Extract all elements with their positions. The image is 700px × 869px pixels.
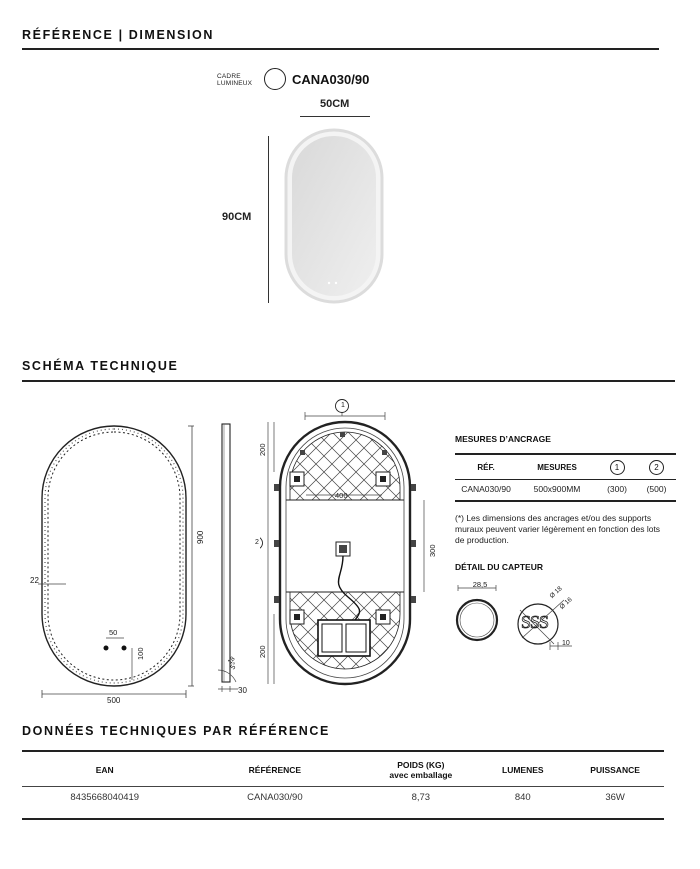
capteur-sss-logo: SSS	[521, 612, 549, 632]
capteur-dim-285: 28,5	[472, 580, 488, 589]
mesures-note: (*) Les dimensions des ancrages et/ou des supports muraux peuvent varier légèrement en fonction des lots de production.	[455, 513, 661, 545]
capteur-title: DÉTAIL DU CAPTEUR	[455, 562, 543, 572]
section-title-donnees: DONNÉES TECHNIQUES PAR RÉFÉRENCE	[22, 724, 330, 738]
mesures-cell-ref: CANA030/90	[461, 484, 511, 494]
cadre-label-line2: LUMINEUX	[217, 80, 253, 87]
width-label: 50CM	[320, 98, 350, 110]
dim-300: 300	[428, 544, 437, 557]
marker-1: 1	[341, 402, 345, 409]
donnees-cell-ean: 8435668040419	[70, 792, 140, 803]
section-title-reference: RÉFÉRENCE | DIMENSION	[22, 28, 214, 42]
mesures-table	[455, 457, 676, 498]
donnees-cell-lumenes: 840	[514, 792, 531, 803]
width-dimension-line	[300, 116, 370, 117]
donnees-table	[22, 754, 664, 808]
section-divider	[22, 48, 659, 50]
donnees-header-reference: RÉFÉRENCE	[248, 764, 302, 775]
donnees-header-poids-line2: avec emballage	[389, 769, 453, 780]
dim-30: 30	[238, 686, 247, 695]
mirror-preview	[284, 128, 384, 304]
product-reference: CANA030/90	[292, 72, 370, 87]
height-label: 90CM	[222, 211, 252, 223]
dim-50: 50	[109, 628, 118, 637]
donnees-cell-puissance: 36W	[605, 792, 625, 803]
dim-900: 900	[196, 530, 205, 544]
donnees-header-poids-line1: POIDS (KG)	[397, 759, 445, 770]
donnees-rule-top	[22, 750, 664, 752]
dim-100: 100	[136, 647, 145, 660]
marker-2: 2	[255, 539, 259, 546]
cadre-label-line1: CADRE	[217, 73, 241, 80]
donnees-header-puissance: PUISSANCE	[590, 764, 640, 775]
mesures-cell-1: (300)	[607, 484, 627, 494]
donnees-header-lumenes: LUMENES	[502, 764, 544, 775]
dim-400: 400	[335, 491, 348, 500]
mesures-header-ref: RÉF.	[477, 463, 495, 473]
donnees-rule-bottom	[22, 818, 664, 820]
mesures-cell-mesures: 500x900MM	[533, 484, 581, 494]
mesures-header-2: 2	[649, 460, 664, 475]
mesures-rule-top	[455, 453, 676, 455]
capteur-dim-16: Ø 16	[558, 596, 574, 611]
mesures-cell-2: (500)	[646, 484, 667, 494]
donnees-row	[22, 787, 664, 808]
height-dimension-line	[268, 136, 269, 303]
capteur-dim-10: 10	[562, 640, 570, 647]
donnees-cell-poids: 8,73	[411, 792, 431, 803]
donnees-header-poids	[362, 754, 479, 786]
dim-22: 22	[30, 576, 39, 585]
back-view-drawing	[260, 392, 430, 690]
donnees-header-ean: EAN	[95, 764, 114, 775]
front-view-drawing	[20, 418, 220, 713]
section-title-schema: SCHÉMA TECHNIQUE	[22, 359, 179, 373]
donnees-cell-reference: CANA030/90	[247, 792, 303, 803]
mesures-header-mesures: MESURES	[537, 463, 577, 473]
dim-500: 500	[107, 696, 121, 705]
mesures-rule-bottom	[455, 500, 676, 502]
frame-circle-icon	[264, 68, 286, 90]
section-divider	[22, 380, 675, 382]
capteur-dim-18: Ø 18	[548, 585, 564, 600]
mesures-header-1: 1	[610, 460, 625, 475]
cadre-label	[217, 73, 252, 87]
dim-200-top: 200	[258, 443, 267, 456]
dim-200-bottom: 200	[258, 645, 267, 658]
mesures-row	[455, 480, 676, 498]
dim-5deg: 5°	[229, 661, 240, 672]
dim-18: 18	[226, 655, 237, 666]
mesures-title: MESURES D’ANCRAGE	[455, 434, 551, 444]
